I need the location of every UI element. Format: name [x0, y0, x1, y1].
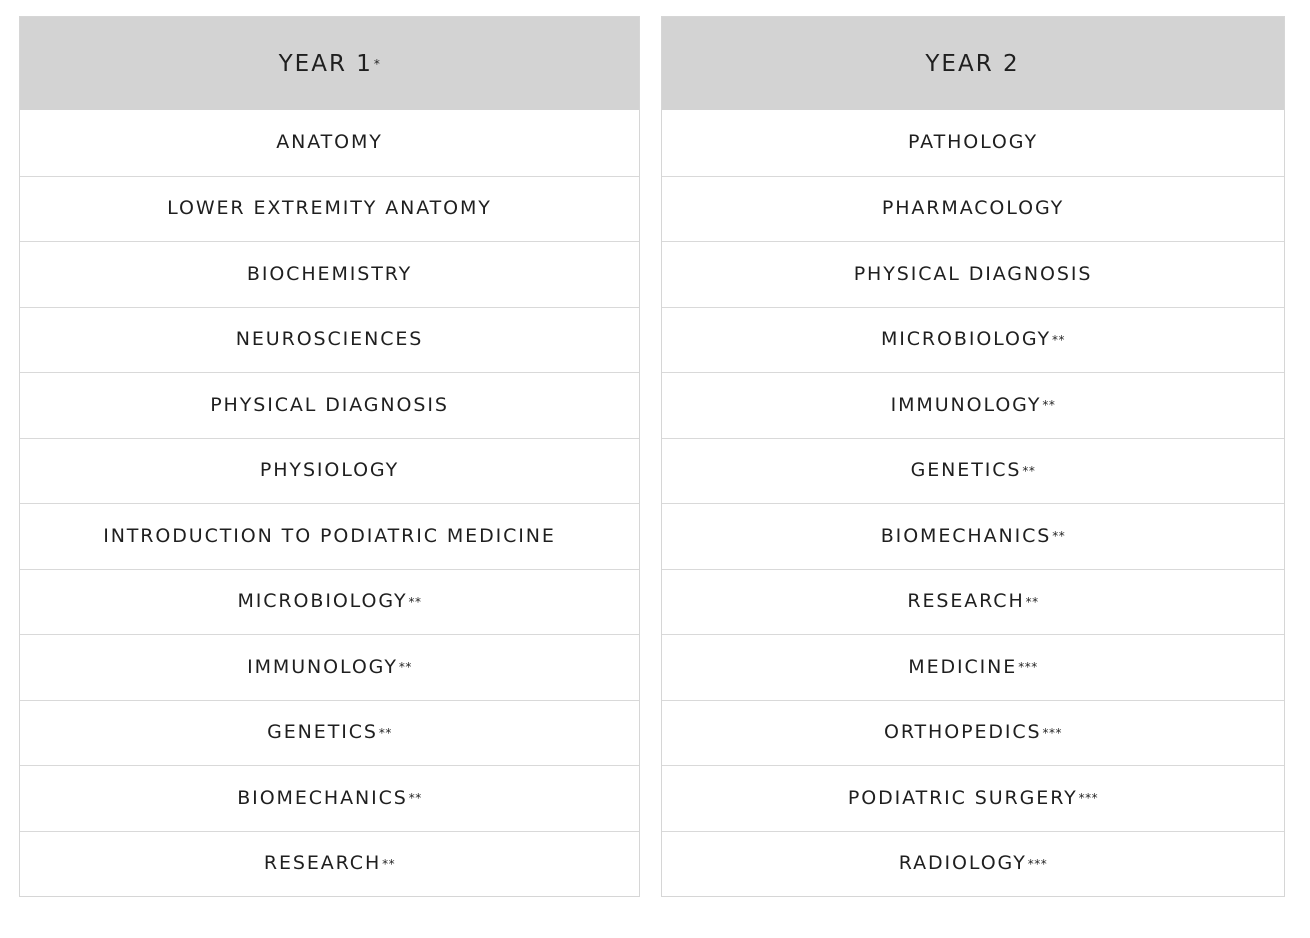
footnote-mark: *** [1018, 660, 1038, 675]
course-row [20, 438, 639, 504]
footnote-mark: ** [408, 791, 422, 806]
course-name: BIOMECHANICS [237, 786, 408, 809]
course-name: INTRODUCTION TO PODIATRIC MEDICINE [103, 524, 556, 547]
course-row [20, 700, 639, 766]
course-row [662, 569, 1284, 635]
course-name: ORTHOPEDICS [883, 721, 1042, 744]
course-name: PODIATRIC SURGERY [847, 786, 1078, 809]
year1-rows [20, 110, 639, 896]
year1-header [20, 17, 639, 110]
footnote-mark: ** [398, 660, 412, 675]
footnote-mark: ** [1052, 529, 1066, 544]
course-name: ANATOMY [276, 131, 383, 154]
footnote-mark: *** [1078, 791, 1099, 806]
course-row [20, 110, 639, 176]
course-row [662, 765, 1284, 831]
course-name: MEDICINE [908, 655, 1018, 678]
course-name: PHYSICAL DIAGNOSIS [210, 393, 449, 416]
course-row [662, 634, 1284, 700]
course-row [662, 831, 1284, 897]
footnote-mark: ** [382, 856, 396, 871]
course-row [662, 438, 1284, 504]
course-row [662, 241, 1284, 307]
course-name: RADIOLOGY [898, 852, 1027, 875]
year2-header [662, 17, 1284, 110]
course-name: MICROBIOLOGY [880, 328, 1052, 351]
course-row [20, 503, 639, 569]
course-row [20, 176, 639, 242]
footnote-mark: ** [408, 594, 422, 609]
course-name: NEUROSCIENCES [235, 328, 424, 351]
footnote-mark: ** [1052, 332, 1066, 347]
footnote-mark: ** [1025, 594, 1039, 609]
course-name: IMMUNOLOGY [247, 655, 398, 678]
footnote-mark: ** [378, 725, 392, 740]
year2-rows [662, 110, 1284, 896]
course-row [662, 307, 1284, 373]
course-row [662, 372, 1284, 438]
year2-title: YEAR 2 [925, 50, 1020, 77]
course-row [662, 503, 1284, 569]
course-name: PHYSICAL DIAGNOSIS [853, 262, 1093, 285]
course-name: PHYSIOLOGY [259, 459, 400, 482]
course-row [662, 700, 1284, 766]
course-row [20, 831, 639, 897]
course-row [20, 569, 639, 635]
course-row [662, 110, 1284, 176]
year1-title: YEAR 1 [278, 50, 373, 77]
course-name: LOWER EXTREMITY ANATOMY [167, 197, 492, 220]
course-name: MICROBIOLOGY [237, 590, 408, 613]
footnote-mark: ** [1022, 463, 1036, 478]
course-name: GENETICS [910, 459, 1022, 482]
footnote-mark: ** [1042, 398, 1056, 413]
course-row [20, 372, 639, 438]
course-name: PATHOLOGY [908, 131, 1038, 154]
course-row [20, 307, 639, 373]
course-name: RESEARCH [907, 590, 1025, 613]
year2-course-table [661, 16, 1285, 897]
course-row [20, 634, 639, 700]
footnote-mark: *** [1042, 725, 1063, 740]
course-name: BIOMECHANICS [880, 524, 1052, 547]
course-name: BIOCHEMISTRY [246, 262, 413, 285]
course-name: RESEARCH [263, 852, 382, 875]
course-row [662, 176, 1284, 242]
course-name: GENETICS [267, 721, 378, 744]
course-name: PHARMACOLOGY [881, 197, 1065, 220]
course-row [20, 765, 639, 831]
year1-title-footnote-mark: * [373, 56, 381, 71]
course-row [20, 241, 639, 307]
course-name: IMMUNOLOGY [890, 393, 1042, 416]
footnote-mark: *** [1027, 856, 1048, 871]
year1-course-table [19, 16, 640, 897]
